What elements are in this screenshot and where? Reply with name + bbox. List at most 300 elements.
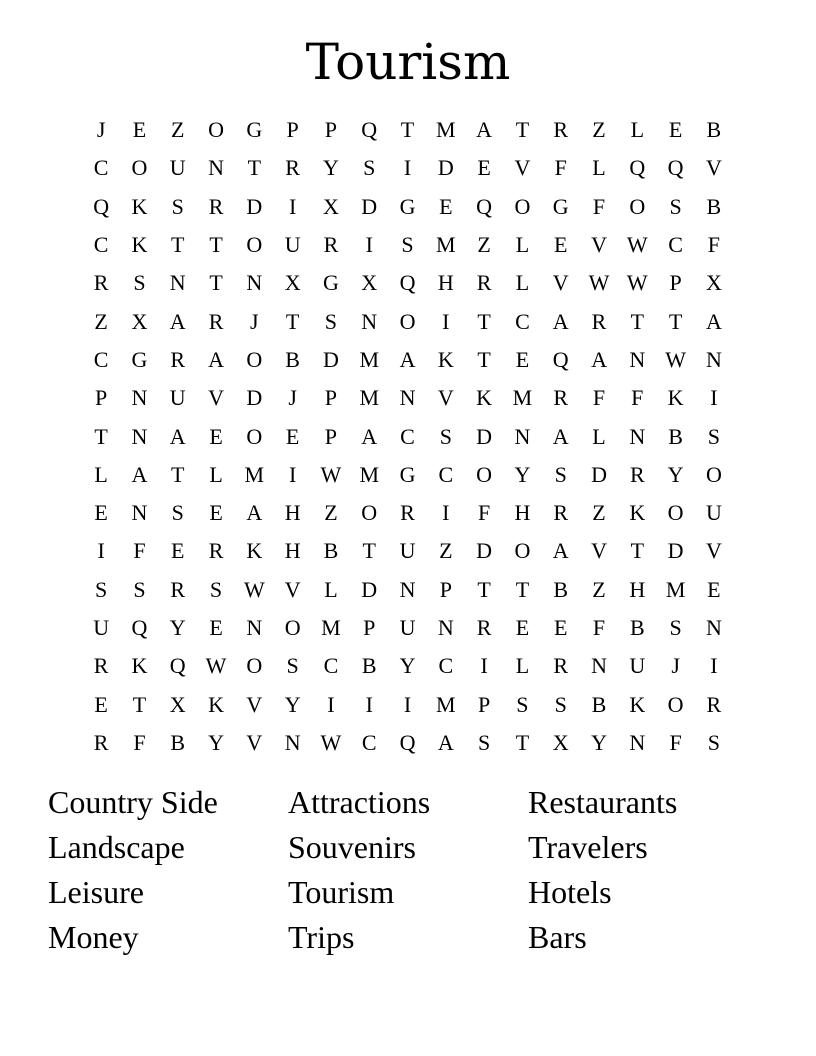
grid-letter[interactable]: U xyxy=(169,155,186,181)
grid-letter[interactable]: I xyxy=(442,308,450,334)
grid-letter[interactable]: L xyxy=(515,270,530,296)
grid-letter[interactable]: C xyxy=(438,461,454,487)
grid-letter[interactable]: L xyxy=(592,155,606,181)
grid-letter[interactable]: E xyxy=(553,615,568,640)
grid-letter[interactable]: D xyxy=(361,576,378,602)
grid-letter[interactable]: C xyxy=(515,308,530,334)
grid-letter[interactable]: I xyxy=(288,461,297,487)
grid-letter[interactable]: B xyxy=(591,691,607,717)
grid-letter[interactable]: N xyxy=(591,653,607,679)
grid-letter[interactable]: C xyxy=(361,729,377,755)
grid-letter[interactable]: F xyxy=(592,193,606,219)
grid-letter[interactable]: K xyxy=(629,691,646,717)
grid-letter[interactable]: R xyxy=(208,193,224,219)
grid-letter[interactable]: I xyxy=(480,653,488,679)
grid-letter[interactable]: R xyxy=(208,538,224,564)
grid-letter[interactable]: O xyxy=(246,232,263,258)
grid-letter[interactable]: P xyxy=(439,576,452,602)
grid-letter[interactable]: B xyxy=(706,117,722,143)
grid-letter[interactable]: W xyxy=(665,346,686,372)
grid-letter[interactable]: E xyxy=(285,423,300,449)
grid-letter[interactable]: V xyxy=(705,538,722,564)
grid-letter[interactable]: V xyxy=(246,691,263,717)
grid-letter[interactable]: A xyxy=(552,308,569,334)
grid-letter[interactable]: B xyxy=(170,729,186,755)
grid-letter[interactable]: T xyxy=(515,729,530,755)
grid-letter[interactable]: K xyxy=(476,385,493,411)
grid-letter[interactable]: X xyxy=(322,193,339,219)
grid-letter[interactable]: Q xyxy=(667,155,684,181)
grid-letter[interactable]: R xyxy=(170,576,186,602)
grid-letter[interactable]: C xyxy=(93,346,109,372)
grid-letter[interactable]: C xyxy=(323,653,339,679)
grid-letter[interactable]: H xyxy=(514,500,531,526)
grid-letter[interactable]: I xyxy=(442,500,450,526)
grid-letter[interactable]: M xyxy=(436,117,456,143)
grid-letter[interactable]: C xyxy=(438,653,454,679)
grid-letter[interactable]: Z xyxy=(592,576,606,602)
word-list-item: Country Side xyxy=(48,784,218,820)
grid-letter[interactable]: V xyxy=(552,270,569,296)
grid-letter[interactable]: Z xyxy=(592,117,606,143)
grid-letter[interactable]: N xyxy=(131,423,148,449)
grid-letter[interactable]: D xyxy=(591,461,607,487)
grid-letter[interactable]: N xyxy=(169,270,186,296)
grid-letter[interactable]: V xyxy=(514,155,531,181)
grid-letter[interactable]: H xyxy=(629,576,646,602)
grid-letter[interactable]: D xyxy=(437,155,454,181)
grid-letter[interactable]: R xyxy=(400,500,415,526)
grid-letter[interactable]: G xyxy=(552,193,569,219)
grid-letter[interactable]: A xyxy=(361,423,378,449)
grid-letter[interactable]: Q xyxy=(93,193,110,219)
grid-letter[interactable]: F xyxy=(477,500,491,526)
grid-letter[interactable]: J xyxy=(96,117,106,143)
grid-letter[interactable]: M xyxy=(436,232,456,258)
grid-letter[interactable]: F xyxy=(133,729,146,755)
grid-letter[interactable]: O xyxy=(667,691,684,717)
grid-letter[interactable]: R xyxy=(93,653,109,679)
grid-letter[interactable]: P xyxy=(95,385,108,411)
grid-letter[interactable]: A xyxy=(552,538,569,564)
grid-letter[interactable]: M xyxy=(436,691,456,717)
grid-letter[interactable]: R xyxy=(553,653,569,679)
grid-letter[interactable]: D xyxy=(476,423,493,449)
grid-letter[interactable]: K xyxy=(131,232,148,258)
grid-letter[interactable]: B xyxy=(323,538,339,564)
grid-letter[interactable]: N xyxy=(705,346,722,372)
grid-letter[interactable]: N xyxy=(629,729,646,755)
grid-letter[interactable]: E xyxy=(707,576,721,602)
grid-letter[interactable]: U xyxy=(399,615,416,640)
word-list-item: Restaurants xyxy=(528,784,678,820)
grid-letter[interactable]: O xyxy=(208,117,224,143)
grid-letter[interactable]: M xyxy=(359,346,379,372)
grid-letter[interactable]: T xyxy=(477,308,491,334)
grid-letter[interactable]: O xyxy=(284,615,301,640)
grid-letter[interactable]: V xyxy=(591,538,607,564)
grid-letter[interactable]: U xyxy=(93,615,110,640)
grid-letter[interactable]: S xyxy=(133,270,146,296)
grid-letter[interactable]: H xyxy=(284,500,301,526)
grid-letter[interactable]: K xyxy=(208,691,224,717)
grid-letter[interactable]: Z xyxy=(324,500,338,526)
grid-letter[interactable]: E xyxy=(94,691,108,717)
word-list-item: Hotels xyxy=(528,874,612,910)
grid-letter[interactable]: L xyxy=(515,653,530,679)
grid-letter[interactable]: V xyxy=(246,729,263,755)
grid-letter[interactable]: J xyxy=(671,653,680,679)
grid-letter[interactable]: G xyxy=(131,346,148,372)
grid-letter[interactable]: M xyxy=(359,461,379,487)
grid-letter[interactable]: B xyxy=(553,576,569,602)
grid-letter[interactable]: X xyxy=(169,691,186,717)
grid-letter[interactable]: T xyxy=(362,538,376,564)
grid-letter[interactable]: D xyxy=(667,538,684,564)
grid-letter[interactable]: Q xyxy=(629,155,646,181)
grid-letter[interactable]: A xyxy=(705,308,722,334)
grid-letter[interactable]: Q xyxy=(361,117,378,143)
grid-letter[interactable]: G xyxy=(399,461,416,487)
grid-letter[interactable]: N xyxy=(208,155,224,181)
grid-letter[interactable]: T xyxy=(132,691,147,717)
grid-letter[interactable]: N xyxy=(131,385,148,411)
grid-letter[interactable]: S xyxy=(286,653,299,679)
grid-letter[interactable]: N xyxy=(705,615,722,640)
grid-letter[interactable]: T xyxy=(94,423,108,449)
grid-letter[interactable]: C xyxy=(668,232,683,258)
grid-letter[interactable]: R xyxy=(553,500,569,526)
grid-letter[interactable]: O xyxy=(514,538,531,564)
grid-letter[interactable]: J xyxy=(288,385,297,411)
grid-letter[interactable]: Y xyxy=(284,691,301,717)
grid-letter[interactable]: E xyxy=(515,346,530,372)
grid-letter[interactable]: D xyxy=(246,385,263,411)
grid-letter[interactable]: H xyxy=(437,270,454,296)
grid-letter[interactable]: Z xyxy=(439,538,453,564)
grid-letter[interactable]: L xyxy=(94,461,108,487)
grid-letter[interactable]: X xyxy=(361,270,378,296)
word-list-item: Tourism xyxy=(288,874,395,910)
grid-letter[interactable]: Q xyxy=(131,615,148,640)
grid-letter[interactable]: P xyxy=(477,691,491,717)
grid-letter[interactable]: P xyxy=(363,615,376,640)
grid-letter[interactable]: O xyxy=(246,346,263,372)
grid-letter[interactable]: S xyxy=(554,461,567,487)
grid-letter[interactable]: Z xyxy=(171,117,185,143)
grid-letter[interactable]: K xyxy=(131,653,148,679)
grid-letter[interactable]: L xyxy=(324,576,338,602)
grid-letter[interactable]: I xyxy=(403,691,412,717)
grid-letter[interactable]: Q xyxy=(169,653,186,679)
grid-letter[interactable]: S xyxy=(401,232,414,258)
grid-letter[interactable]: S xyxy=(516,691,529,717)
grid-letter[interactable]: W xyxy=(320,729,342,755)
grid-letter[interactable]: Z xyxy=(592,500,606,526)
grid-letter[interactable]: N xyxy=(361,308,378,334)
grid-letter[interactable]: U xyxy=(284,232,301,258)
grid-letter[interactable]: T xyxy=(247,155,262,181)
grid-letter[interactable]: U xyxy=(399,538,416,564)
grid-letter[interactable]: D xyxy=(361,193,378,219)
grid-letter[interactable]: T xyxy=(171,461,185,487)
grid-letter[interactable]: S xyxy=(133,576,146,602)
grid-letter[interactable]: O xyxy=(514,193,531,219)
grid-letter[interactable]: R xyxy=(706,691,722,717)
grid-letter[interactable]: Q xyxy=(552,346,569,372)
grid-letter[interactable]: I xyxy=(327,691,335,717)
grid-letter[interactable]: W xyxy=(243,576,265,602)
grid-letter[interactable]: R xyxy=(93,729,109,755)
grid-letter[interactable]: P xyxy=(324,385,338,411)
grid-letter[interactable]: R xyxy=(476,615,492,640)
grid-letter[interactable]: H xyxy=(284,538,301,564)
grid-letter[interactable]: F xyxy=(592,615,606,640)
grid-letter[interactable]: S xyxy=(669,615,682,640)
word-list-item: Attractions xyxy=(288,784,431,820)
grid-letter[interactable]: Q xyxy=(399,270,416,296)
grid-letter[interactable]: O xyxy=(705,461,722,487)
grid-letter[interactable]: F xyxy=(707,232,721,258)
grid-letter[interactable]: O xyxy=(361,500,378,526)
grid-letter[interactable]: N xyxy=(629,346,646,372)
grid-letter[interactable]: T xyxy=(400,117,415,143)
grid-letter[interactable]: T xyxy=(209,232,223,258)
grid-letter[interactable]: S xyxy=(669,193,682,219)
word-list-item: Money xyxy=(48,919,139,955)
grid-letter[interactable]: A xyxy=(437,729,454,755)
grid-letter[interactable]: R xyxy=(629,461,645,487)
grid-letter[interactable]: I xyxy=(288,193,297,219)
grid-letter[interactable]: D xyxy=(322,346,339,372)
grid-letter[interactable]: R xyxy=(553,117,569,143)
grid-letter[interactable]: T xyxy=(171,232,185,258)
grid-letter[interactable]: M xyxy=(321,615,341,640)
grid-letter[interactable]: A xyxy=(169,308,186,334)
grid-letter[interactable]: O xyxy=(246,653,263,679)
grid-letter[interactable]: I xyxy=(365,232,373,258)
grid-letter[interactable]: R xyxy=(170,346,186,372)
grid-letter[interactable]: F xyxy=(669,729,682,755)
grid-letter[interactable]: Z xyxy=(94,308,108,334)
grid-letter[interactable]: K xyxy=(246,538,263,564)
grid-letter[interactable]: S xyxy=(363,155,376,181)
grid-letter[interactable]: K xyxy=(629,500,646,526)
grid-letter[interactable]: W xyxy=(320,461,342,487)
grid-letter[interactable]: I xyxy=(710,385,718,411)
grid-letter[interactable]: T xyxy=(209,270,223,296)
grid-letter[interactable]: Y xyxy=(591,729,607,755)
grid-letter[interactable]: S xyxy=(439,423,452,449)
grid-letter[interactable]: S xyxy=(95,576,108,602)
grid-letter[interactable]: E xyxy=(477,155,491,181)
grid-letter[interactable]: A xyxy=(399,346,416,372)
grid-letter[interactable]: V xyxy=(705,155,722,181)
grid-letter[interactable]: E xyxy=(553,232,568,258)
grid-letter[interactable]: S xyxy=(171,500,184,526)
grid-letter[interactable]: T xyxy=(515,117,530,143)
grid-letter[interactable]: B xyxy=(706,193,722,219)
grid-letter[interactable]: R xyxy=(323,232,339,258)
grid-letter[interactable]: W xyxy=(626,270,648,296)
grid-letter[interactable]: L xyxy=(515,232,530,258)
grid-letter[interactable]: M xyxy=(244,461,265,487)
grid-letter[interactable]: U xyxy=(629,653,646,679)
grid-letter[interactable]: N xyxy=(514,423,531,449)
grid-letter[interactable]: R xyxy=(93,270,109,296)
grid-letter[interactable]: R xyxy=(208,308,224,334)
grid-letter[interactable]: N xyxy=(399,385,416,411)
grid-letter[interactable]: E xyxy=(515,615,530,640)
grid-letter[interactable]: V xyxy=(284,576,301,602)
grid-letter[interactable]: T xyxy=(477,576,491,602)
grid-letter[interactable]: X xyxy=(552,729,569,755)
grid-letter[interactable]: T xyxy=(668,308,683,334)
grid-letter[interactable]: A xyxy=(591,346,607,372)
grid-letter[interactable]: Y xyxy=(667,461,684,487)
grid-letter[interactable]: O xyxy=(399,308,416,334)
grid-letter[interactable]: L xyxy=(592,423,606,449)
grid-letter[interactable]: V xyxy=(208,385,224,411)
grid-letter[interactable]: G xyxy=(399,193,416,219)
grid-letter[interactable]: C xyxy=(400,423,415,449)
grid-letter[interactable]: M xyxy=(359,385,379,411)
grid-letter[interactable]: F xyxy=(592,385,606,411)
grid-letter[interactable]: E xyxy=(209,500,223,526)
grid-letter[interactable]: E xyxy=(209,615,223,640)
grid-letter[interactable]: G xyxy=(246,117,263,143)
grid-letter[interactable]: P xyxy=(669,270,682,296)
grid-letter[interactable]: I xyxy=(710,653,718,679)
grid-letter[interactable]: T xyxy=(515,576,530,602)
grid-letter[interactable]: X xyxy=(284,270,301,296)
grid-letter[interactable]: U xyxy=(705,500,722,526)
grid-letter[interactable]: B xyxy=(629,615,645,640)
grid-letter[interactable]: N xyxy=(246,615,263,640)
grid-letter[interactable]: E xyxy=(668,117,683,143)
grid-letter[interactable]: B xyxy=(285,346,300,372)
grid-letter[interactable]: R xyxy=(476,270,492,296)
grid-letter[interactable]: S xyxy=(324,308,338,334)
grid-letter[interactable]: N xyxy=(246,270,263,296)
grid-letter[interactable]: Y xyxy=(322,155,339,181)
grid-letter[interactable]: E xyxy=(132,117,147,143)
grid-letter[interactable]: A xyxy=(246,500,263,526)
grid-letter[interactable]: N xyxy=(131,500,148,526)
grid-letter[interactable]: A xyxy=(131,461,148,487)
grid-letter[interactable]: Y xyxy=(169,615,186,640)
grid-letter[interactable]: V xyxy=(591,232,607,258)
grid-letter[interactable]: I xyxy=(97,538,105,564)
word-list-item: Travelers xyxy=(528,829,648,865)
grid-letter[interactable]: T xyxy=(630,308,645,334)
grid-letter[interactable]: E xyxy=(171,538,185,564)
grid-letter[interactable]: S xyxy=(209,576,223,602)
grid-letter[interactable]: F xyxy=(133,538,146,564)
grid-letter[interactable]: D xyxy=(476,538,493,564)
grid-letter[interactable]: G xyxy=(322,270,339,296)
grid-letter[interactable]: P xyxy=(324,423,338,449)
grid-letter[interactable]: X xyxy=(131,308,148,334)
grid-letter[interactable]: T xyxy=(630,538,645,564)
grid-letter[interactable]: B xyxy=(668,423,683,449)
grid-letter[interactable]: T xyxy=(477,346,491,372)
grid-letter[interactable]: W xyxy=(588,270,610,296)
grid-letter[interactable]: R xyxy=(285,155,300,181)
grid-letter[interactable]: A xyxy=(208,346,224,372)
grid-letter[interactable]: E xyxy=(439,193,453,219)
grid-letter[interactable]: L xyxy=(630,117,645,143)
grid-letter[interactable]: C xyxy=(93,155,109,181)
grid-letter[interactable]: Q xyxy=(399,729,416,755)
grid-letter[interactable]: B xyxy=(361,653,377,679)
grid-letter[interactable]: F xyxy=(554,155,567,181)
grid-letter[interactable]: M xyxy=(512,385,533,411)
grid-letter[interactable]: A xyxy=(476,117,493,143)
grid-letter[interactable]: E xyxy=(209,423,223,449)
grid-letter[interactable]: F xyxy=(631,385,644,411)
grid-letter[interactable]: P xyxy=(286,117,299,143)
grid-letter[interactable]: V xyxy=(437,385,454,411)
grid-letter[interactable]: D xyxy=(246,193,263,219)
grid-letter[interactable]: S xyxy=(171,193,184,219)
grid-letter[interactable]: S xyxy=(477,729,491,755)
grid-letter[interactable]: O xyxy=(246,423,263,449)
grid-letter[interactable]: Q xyxy=(476,193,493,219)
grid-letter[interactable]: R xyxy=(591,308,607,334)
word-list-item: Souvenirs xyxy=(288,829,416,865)
grid-letter[interactable]: O xyxy=(476,461,493,487)
grid-letter[interactable]: A xyxy=(169,423,186,449)
grid-letter[interactable]: P xyxy=(324,117,338,143)
grid-letter[interactable]: M xyxy=(665,576,686,602)
grid-letter[interactable]: N xyxy=(437,615,454,640)
grid-letter[interactable]: K xyxy=(667,385,684,411)
word-list-item: Trips xyxy=(288,919,355,955)
grid-letter[interactable]: S xyxy=(707,729,721,755)
grid-letter[interactable]: N xyxy=(629,423,646,449)
grid-letter[interactable]: Z xyxy=(477,232,491,258)
grid-letter[interactable]: A xyxy=(552,423,569,449)
grid-letter[interactable]: O xyxy=(629,193,646,219)
grid-letter[interactable]: O xyxy=(667,500,684,526)
grid-letter[interactable]: R xyxy=(553,385,569,411)
grid-letter[interactable]: Y xyxy=(514,461,531,487)
grid-letter[interactable]: C xyxy=(93,232,109,258)
grid-letter[interactable]: S xyxy=(707,423,721,449)
grid-letter[interactable]: J xyxy=(250,308,259,334)
grid-letter[interactable]: L xyxy=(209,461,223,487)
grid-letter[interactable]: N xyxy=(284,729,301,755)
grid-letter[interactable]: U xyxy=(169,385,186,411)
grid-letter[interactable]: E xyxy=(94,500,108,526)
grid-letter[interactable]: S xyxy=(554,691,567,717)
grid-letter[interactable]: I xyxy=(365,691,373,717)
grid-letter[interactable]: W xyxy=(626,232,648,258)
grid-letter[interactable]: K xyxy=(131,193,148,219)
grid-letter[interactable]: T xyxy=(285,308,300,334)
grid-letter[interactable]: K xyxy=(437,346,454,372)
grid-letter[interactable]: O xyxy=(131,155,148,181)
page-title: Tourism xyxy=(305,33,511,91)
grid-letter[interactable]: W xyxy=(205,653,227,679)
letter-grid xyxy=(82,111,733,762)
grid-letter[interactable]: N xyxy=(399,576,416,602)
grid-letter[interactable]: Y xyxy=(208,729,224,755)
grid-letter[interactable]: I xyxy=(403,155,412,181)
grid-letter[interactable]: X xyxy=(705,270,722,296)
grid-letter[interactable]: Y xyxy=(399,653,416,679)
